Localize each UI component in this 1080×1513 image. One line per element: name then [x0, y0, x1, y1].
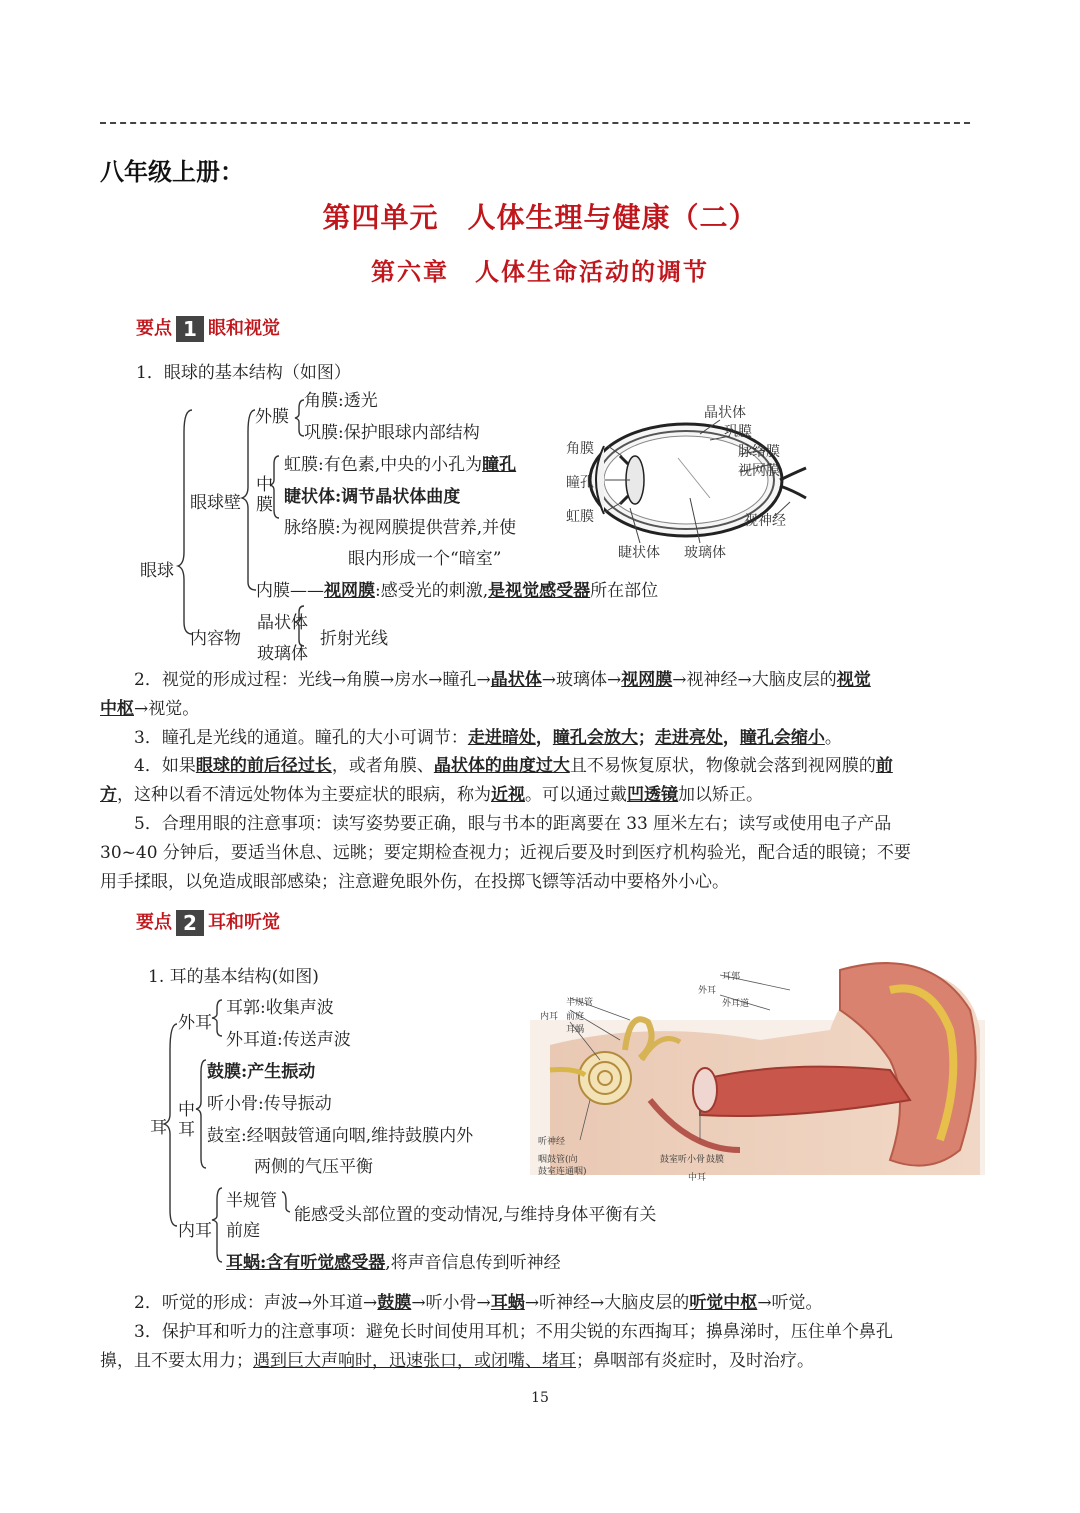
ear-label-outer: 外耳: [698, 986, 717, 996]
grade-heading: 八年级上册：: [100, 158, 244, 186]
ear-tree-tympanic-b: 两侧的气压平衡: [254, 1157, 373, 1177]
eye-tree-inner: 内膜——视网膜:感受光的刺激,是视觉感受器所在部位: [256, 581, 659, 601]
eye-label-iris: 虹膜: [566, 509, 594, 525]
key-point-2-heading: 要点 2 耳和听觉: [136, 911, 280, 935]
ear-tree-balance: 能感受头部位置的变动情况,与维持身体平衡有关: [294, 1205, 657, 1225]
eye-tree-vitreous: 玻璃体: [257, 644, 308, 664]
eye-tree-cornea: 角膜:透光: [304, 391, 378, 411]
eye-label-optic-nerve: 视神经: [744, 513, 786, 529]
ear-tree-drum: 鼓膜:产生振动: [207, 1062, 316, 1082]
unit-title: 第四单元 人体生理与健康（二）: [322, 201, 758, 234]
eye-label-cornea: 角膜: [566, 441, 594, 457]
ear-label-tube-b: 鼓室连通咽): [538, 1167, 587, 1177]
ear-tree-middle-a: 中: [178, 1100, 195, 1120]
ear-label-inner: 内耳: [540, 1012, 559, 1022]
ear-tree-middle-b: 耳: [178, 1120, 195, 1140]
eye-tree-choroid-b: 眼内形成一个“暗室”: [348, 549, 502, 569]
eye-tree-root: 眼球: [140, 561, 174, 581]
eye-paragraph-4: 4．如果眼球的前后径过长，或者角膜、晶状体的曲度过大且不易恢复原状，物像就会落到视网膜的前 方，这种以看不清远处物体为主要症状的眼病，称为近视。可以通过戴凹透镜加以矫正。: [100, 756, 893, 805]
eye-tree-wall: 眼球壁: [190, 493, 241, 513]
eye-tree-lens: 晶状体: [257, 613, 308, 633]
ear-structure-intro: 1. 耳的基本结构(如图): [148, 967, 319, 987]
eye-label-pupil: 瞳孔: [566, 475, 594, 491]
ear-label-drum: 鼓膜: [706, 1155, 725, 1165]
ear-tree-root: 耳: [150, 1118, 167, 1138]
ear-paragraph-3: 3．保护耳和听力的注意事项：避免长时间使用耳机；不用尖锐的东西掏耳；擤鼻涕时，压住单个鼻孔 擤，且不要太用力；遇到巨大声响时，迅速张口，或闭嘴、堵耳；鼻咽部有炎症时，及时治疗。: [100, 1322, 893, 1371]
ear-label-ossicles: 听小骨: [678, 1155, 706, 1165]
eye-tree-sclera: 巩膜:保护眼球内部结构: [304, 423, 480, 443]
ear-label-tube-a: 咽鼓管(向: [538, 1155, 578, 1165]
eye-tree-choroid-a: 脉络膜:为视网膜提供营养,并使: [284, 518, 517, 538]
ear-tree-vestibule: 前庭: [226, 1221, 260, 1241]
eye-paragraph-3: 3．瞳孔是光线的通道。瞳孔的大小可调节：走进暗处，瞳孔会放大；走进亮处，瞳孔会缩小。: [134, 728, 842, 748]
dashed-divider: [100, 122, 970, 124]
ear-label-vestibule: 前庭: [566, 1012, 585, 1022]
ear-tree-inner: 内耳: [178, 1221, 212, 1241]
eye-tree-refract: 折射光线: [320, 629, 388, 649]
eye-tree-ciliary: 睫状体:调节晶状体曲度: [284, 487, 461, 507]
ear-label-middle: 中耳: [688, 1173, 707, 1183]
eye-tree-middle-a: 中: [256, 475, 273, 495]
eye-label-lens: 晶状体: [704, 405, 746, 421]
ear-label-nerve: 听神经: [538, 1137, 566, 1147]
chapter-title: 第六章 人体生命活动的调节: [371, 257, 709, 286]
eye-tree-middle-b: 膜: [256, 495, 273, 515]
ear-tree-tympanic-a: 鼓室:经咽鼓管通向咽,维持鼓膜内外: [207, 1126, 474, 1146]
ear-tree-canal: 外耳道:传送声波: [226, 1030, 351, 1050]
eye-tree-iris: 虹膜:有色素,中央的小孔为瞳孔: [284, 455, 517, 475]
eye-structure-intro: 1．眼球的基本结构（如图）: [136, 363, 351, 383]
ear-label-semicircular: 半规管: [566, 998, 594, 1008]
key-point-number-badge: 1: [176, 316, 204, 342]
eye-paragraph-2: 2．视觉的形成过程：光线→角膜→房水→瞳孔→晶状体→玻璃体→视网膜→视神经→大脑皮层的视觉 中枢→视觉。: [100, 670, 871, 719]
page-number: 15: [531, 1390, 549, 1406]
ear-paragraph-2: 2．听觉的形成：声波→外耳道→鼓膜→听小骨→耳蜗→听神经→大脑皮层的听觉中枢→听觉。: [134, 1293, 823, 1313]
ear-anatomy-illustration: [530, 950, 985, 1175]
ear-label-cochlea: 耳蜗: [566, 1025, 585, 1035]
ear-label-pinna: 耳郭: [722, 972, 741, 982]
ear-label-canal: 外耳道: [722, 999, 750, 1009]
ear-tree-pinna: 耳郭:收集声波: [226, 998, 334, 1018]
ear-tree-ossicles: 听小骨:传导振动: [207, 1094, 332, 1114]
ear-label-tympanic: 鼓室: [660, 1155, 679, 1165]
ear-tree-outer: 外耳: [178, 1013, 212, 1033]
eye-tree-contents: 内容物: [190, 629, 241, 649]
eye-label-ciliary: 睫状体: [618, 545, 660, 561]
eye-tree-outer: 外膜: [255, 407, 289, 427]
ear-tree-cochlea: 耳蜗:含有听觉感受器,将声音信息传到听神经: [226, 1253, 561, 1273]
ear-tree-semicircular: 半规管: [226, 1191, 277, 1211]
key-point-1-heading: 要点 1 眼和视觉: [136, 317, 280, 341]
eye-paragraph-5: 5．合理用眼的注意事项：读写姿势要正确，眼与书本的距离要在 33 厘米左右；读写或使用电子产品 30~40 分钟后，要适当休息、远眺；要定期检查视力；近视后要及时到医疗机构验光，配合适的眼镜；不要 用手揉眼，以免造成眼部感染；注意避免眼外伤，在投掷飞镖等活动中要格外小心。: [100, 814, 911, 892]
eye-label-retina: 视网膜: [738, 463, 780, 479]
eye-label-choroid: 脉络膜: [738, 444, 780, 460]
eye-label-sclera: 巩膜: [724, 424, 752, 440]
key-point-number-badge: 2: [176, 910, 204, 936]
eye-label-vitreous: 玻璃体: [684, 545, 726, 561]
